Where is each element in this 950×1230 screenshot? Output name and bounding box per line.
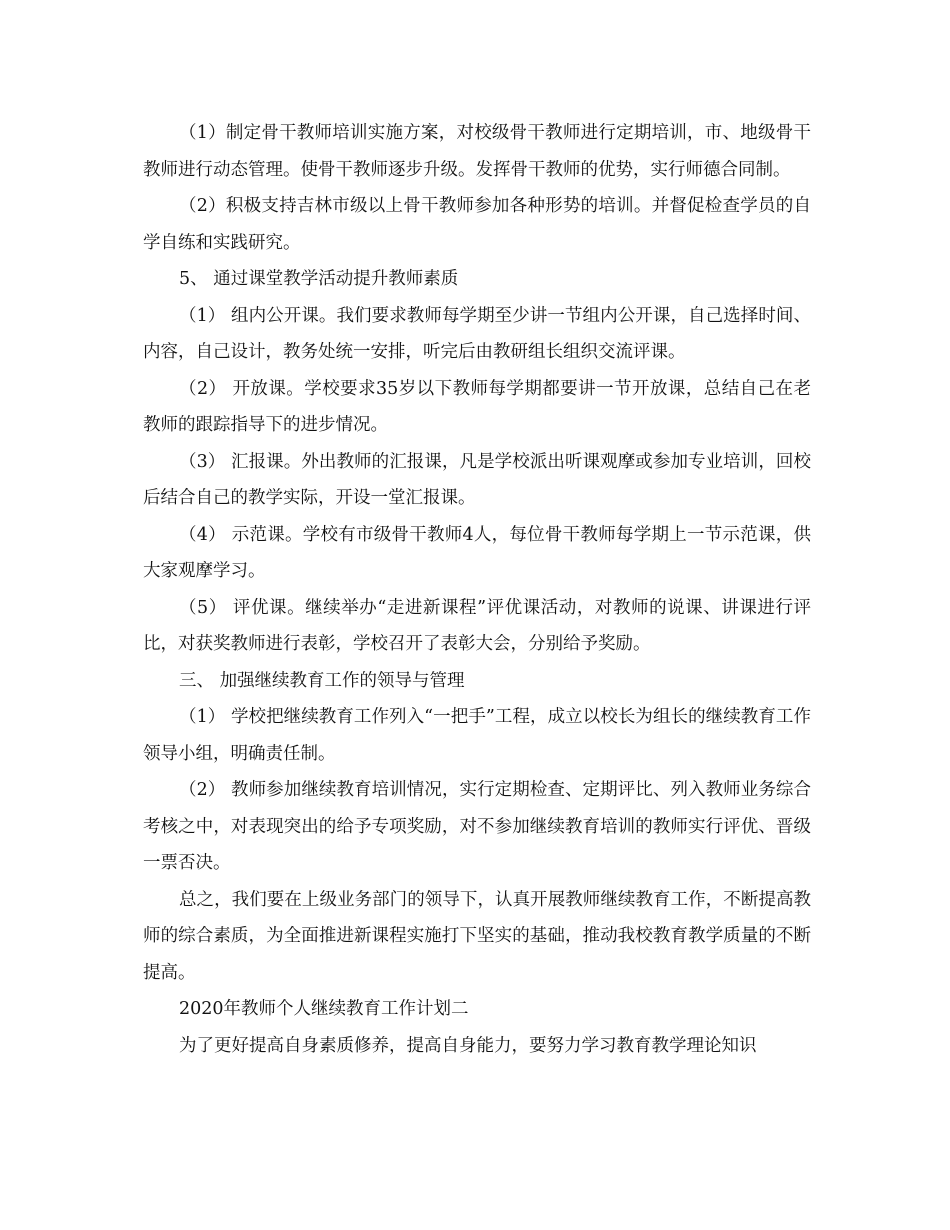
paragraph-conclusion: 总之，我们要在上级业务部门的领导下，认真开展教师继续教育工作，不断提高教师的综合素质，为全面推进新课程实施打下坚实的基础，推动我校教育教学质量的不断提高。 (143, 889, 811, 983)
document-subtitle-plan-two: 2020年教师个人继续教育工作计划二 (179, 999, 469, 1019)
paragraph-open-class-group: （1） 组内公开课。我们要求教师每学期至少讲一节组内公开课，自己选择时间、内容，自己设计，教务处统一安排，听完后由教研组长组织交流评课。 (143, 305, 811, 362)
paragraph-training-assessment: （2） 教师参加继续教育培训情况，实行定期检查、定期评比、列入教师业务综合考核之中，对表现突出的给予专项奖励，对不参加继续教育培训的教师实行评优、晋级一票否决。 (143, 780, 811, 873)
paragraph-report-class: （3） 汇报课。外出教师的汇报课，凡是学校派出听课观摩或参加专业培训，回校后结合自己的教学实际，开设一堂汇报课。 (143, 451, 811, 508)
paragraph-leadership-group: （1） 学校把继续教育工作列入“一把手”工程，成立以校长为组长的继续教育工作领导小组，明确责任制。 (143, 707, 811, 764)
paragraph-support-training: （2）积极支持吉林市级以上骨干教师参加各种形势的培训。并督促检查学员的自学自练和实践研究。 (143, 196, 811, 253)
paragraph-excellent-class: （5） 评优课。继续举办“走进新课程”评优课活动，对教师的说课、讲课进行评比，对获奖教师进行表彰，学校召开了表彰大会，分别给予奖励。 (143, 597, 811, 654)
paragraph-demo-class: （4） 示范课。学校有市级骨干教师4人，每位骨干教师每学期上一节示范课，供大家观摩学习。 (143, 524, 811, 581)
paragraph-backbone-training-plan: （1）制定骨干教师培训实施方案，对校级骨干教师进行定期培训，市、地级骨干教师进行动态管理。使骨干教师逐步升级。发挥骨干教师的优势，实行师德合同制。 (143, 123, 811, 180)
document-page (143, 115, 811, 1064)
paragraph-open-class: （2） 开放课。学校要求35岁以下教师每学期都要讲一节开放课，总结自己在老教师的跟踪指导下的进步情况。 (143, 378, 811, 435)
section-heading-classroom-teaching: 5、 通过课堂教学活动提升教师素质 (179, 269, 459, 289)
paragraph-plan-two-intro: 为了更好提高自身素质修养，提高自身能力，要努力学习教育教学理论知识 (179, 1035, 757, 1056)
section-heading-leadership: 三、 加强继续教育工作的领导与管理 (179, 670, 465, 691)
